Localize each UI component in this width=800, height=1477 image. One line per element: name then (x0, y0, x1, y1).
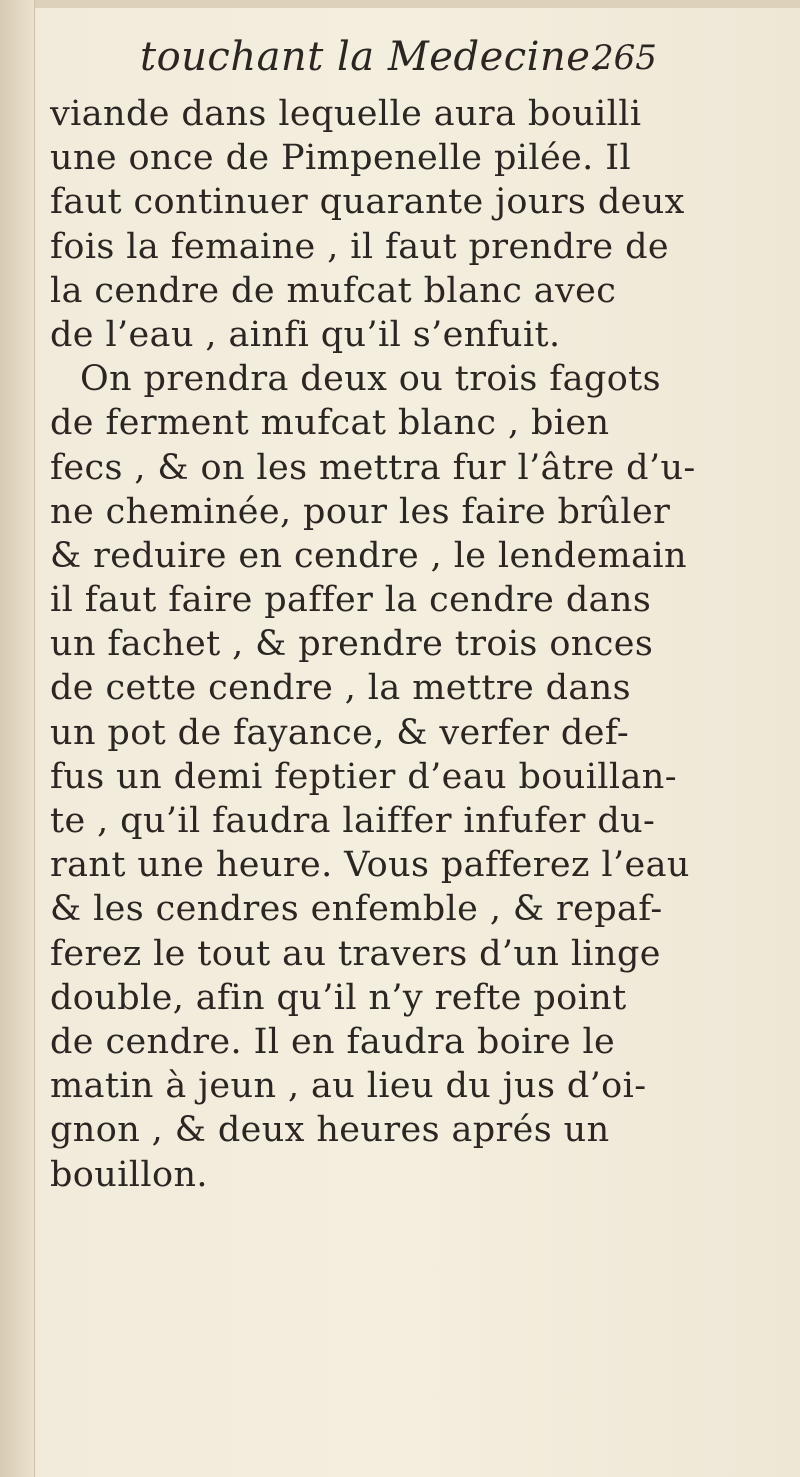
running-title: touchant la Medecine. (140, 34, 604, 80)
text-line: il faut faire paffer la cendre dans (50, 580, 652, 621)
text-line: faut continuer quarante jours deux (50, 182, 685, 223)
page-gutter (0, 0, 35, 1477)
text-line: un fachet , & prendre trois onces (50, 624, 654, 665)
text-line: ne cheminée, pour les faire brûler (50, 491, 671, 532)
page-number: 265 (592, 38, 657, 78)
body-text (50, 92, 770, 1197)
text-line: fus un demi feptier d’eau bouillan- (50, 756, 677, 797)
paragraph-start-line: On prendra deux ou trois fagots (80, 359, 662, 400)
text-line: de cendre. Il en faudra boire le (50, 1021, 616, 1062)
text-line: de ferment mufcat blanc , bien (50, 403, 610, 444)
text-line: matin à jeun , au lieu du jus d’oi- (50, 1066, 647, 1107)
text-line: ferez le tout au travers d’un linge (50, 933, 661, 974)
text-line: double, afin qu’il n’y refte point (50, 977, 627, 1018)
text-line: de cette cendre , la mettre dans (50, 668, 631, 709)
text-line: te , qu’il faudra laiffer infufer du- (50, 801, 656, 841)
text-line: fois la femaine , il faut prendre de (50, 226, 669, 267)
text-line: & reduire en cendre , le lendemain (50, 535, 687, 576)
text-line: fecs , & on les mettra fur l’âtre d’u- (50, 447, 696, 488)
text-line: un pot de fayance, & verfer def- (50, 712, 630, 753)
page-header (140, 34, 790, 94)
text-line: la cendre de mufcat blanc avec (50, 270, 617, 311)
page-top-edge (0, 0, 800, 8)
text-line: une once de Pimpenelle pilée. Il (50, 138, 632, 179)
text-line: de l’eau , ainfi qu’il s’enfuit. (50, 314, 561, 355)
text-line: rant une heure. Vous pafferez l’eau (50, 845, 690, 886)
text-line: gnon , & deux heures aprés un (50, 1110, 610, 1151)
text-line: bouillon. (50, 1154, 208, 1195)
text-line: & les cendres enfemble , & repaf- (50, 889, 663, 930)
text-line: viande dans lequelle aura bouilli (50, 94, 642, 134)
